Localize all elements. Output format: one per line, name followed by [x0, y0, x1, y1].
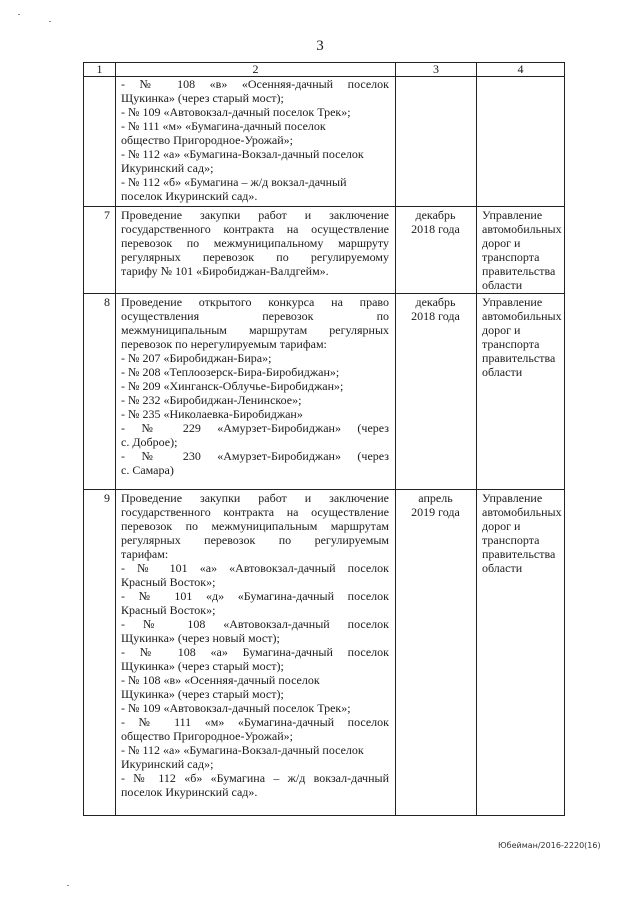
scan-speck	[49, 21, 51, 22]
measure-text-line: перевозок по межмуниципальным маршрутам	[121, 520, 389, 533]
column-divider-3	[476, 62, 477, 816]
route-line: - № 111 «м» «Бумагина-дачный поселок	[121, 716, 389, 729]
column-header-3: 3	[433, 62, 439, 76]
page-number: 3	[316, 38, 324, 54]
executor-text: правительства	[482, 264, 556, 278]
route-line: - № 112 «б» «Бумагина – ж/д вокзал-дачный	[121, 175, 347, 189]
measure-text-line: Проведение открытого конкурса на право	[121, 296, 389, 309]
executor-text: транспорта	[482, 533, 540, 547]
executor-text: Управление	[482, 295, 543, 309]
route-line: - № 108 «в» «Осенняя-дачный поселок	[121, 78, 389, 91]
measure-text-line: межмуниципальным маршрутам регулярных	[121, 324, 389, 337]
measure-text-line: перевозок по нерегулируемым тарифам:	[121, 337, 327, 351]
term-text: 2018 года	[411, 309, 460, 323]
route-line: Щукинка» (через новый мост);	[121, 631, 280, 645]
executor-text: области	[482, 278, 523, 292]
row-divider-8	[83, 293, 565, 294]
measure-text-line: тарифу № 101 «Биробиджан-Валдгейм».	[121, 264, 329, 278]
route-line: Щукинка» (через старый мост);	[121, 659, 284, 673]
measure-text-line: перевозок по межмуниципальному маршруту	[121, 237, 389, 250]
route-line: - № 232 «Биробиджан-Ленинское»;	[121, 393, 302, 407]
term-text: 2019 года	[411, 505, 460, 519]
term-text: апрель	[418, 491, 453, 505]
table-border-left	[83, 62, 84, 816]
term-text: 2018 года	[411, 222, 460, 236]
executor-text: дорог и	[482, 323, 521, 337]
executor-text: области	[482, 365, 523, 379]
route-line: - № 235 «Николаевка-Биробиджан»	[121, 407, 303, 421]
route-line: общество Пригородное-Урожай»;	[121, 133, 294, 147]
route-line: - № 111 «м» «Бумагина-дачный поселок	[121, 119, 326, 133]
term-text: декабрь	[415, 208, 456, 222]
table-border-right	[564, 62, 565, 816]
executor-text: автомобильных	[482, 505, 562, 519]
route-line: - № 101 «д» «Бумагина-дачный поселок	[121, 590, 389, 603]
executor-text: правительства	[482, 351, 556, 365]
document-code: Юбейман/2016-2220(16)	[498, 841, 601, 850]
executor-text: Управление	[482, 208, 543, 222]
route-line: с. Доброе);	[121, 435, 178, 449]
route-line: Икуринский сад»;	[121, 161, 214, 175]
route-line: - № 112 «а» «Бумагина-Вокзал-дачный поселок	[121, 147, 364, 161]
route-line: - № 109 «Автовокзал-дачный поселок Трек»;	[121, 105, 351, 119]
route-line: - № 108 «Автовокзал-дачный поселок	[121, 618, 389, 631]
route-line: Щукинка» (через старый мост);	[121, 687, 284, 701]
column-divider-1	[115, 62, 116, 816]
row-number: 9	[104, 491, 110, 505]
executor-text: автомобильных	[482, 222, 562, 236]
row-number: 8	[104, 295, 110, 309]
measure-text-line: осуществления перевозок по	[121, 310, 389, 323]
route-line: Щукинка» (через старый мост);	[121, 91, 284, 105]
route-line: Икуринский сад»;	[121, 757, 214, 771]
column-header-1: 1	[96, 62, 103, 76]
route-line: - № 208 «Теплоозерск-Бира-Биробиджан»;	[121, 365, 340, 379]
route-line: - № 112 «б» «Бумагина – ж/д вокзал-дачный	[121, 772, 389, 785]
executor-text: дорог и	[482, 519, 521, 533]
route-line: Красный Восток»;	[121, 575, 216, 589]
measure-text-line: регулярных перевозок по регулируемым	[121, 534, 389, 547]
route-line: с. Самара)	[121, 463, 174, 477]
measure-text-line: Проведение закупки работ и заключение	[121, 209, 389, 222]
scan-speck	[67, 885, 69, 886]
measure-text-line: регулярных перевозок по регулируемому	[121, 251, 389, 264]
measure-text-line: тарифам:	[121, 547, 169, 561]
route-line: - № 229 «Амурзет-Биробиджан» (через	[121, 422, 389, 435]
executor-text: дорог и	[482, 236, 521, 250]
route-line: - № 108 «в» «Осенняя-дачный поселок	[121, 673, 320, 687]
route-line: - № 108 «а» Бумагина-дачный поселок	[121, 646, 389, 659]
route-line: поселок Икуринский сад».	[121, 189, 258, 203]
route-line: - № 101 «а» «Автовокзал-дачный поселок	[121, 562, 389, 575]
executor-text: области	[482, 561, 523, 575]
scan-speck	[18, 14, 20, 15]
executor-text: автомобильных	[482, 309, 562, 323]
executor-text: транспорта	[482, 337, 540, 351]
column-header-2: 2	[252, 62, 259, 76]
executor-text: правительства	[482, 547, 556, 561]
measure-text-line: Проведение закупки работ и заключение	[121, 492, 389, 505]
table-border-bottom	[83, 815, 565, 816]
route-line: - № 230 «Амурзет-Биробиджан» (через	[121, 450, 389, 463]
route-line: Красный Восток»;	[121, 603, 216, 617]
row-divider-9	[83, 489, 565, 490]
column-header-4: 4	[517, 62, 524, 76]
term-text: декабрь	[415, 295, 456, 309]
route-line: - № 207 «Биробиджан-Бира»;	[121, 351, 272, 365]
row-divider-7	[83, 206, 565, 207]
route-line: - № 109 «Автовокзал-дачный поселок Трек»;	[121, 701, 351, 715]
row-number: 7	[104, 208, 110, 222]
route-line: - № 209 «Хинганск-Облучье-Биробиджан»;	[121, 379, 344, 393]
route-line: общество Пригородное-Урожай»;	[121, 729, 294, 743]
executor-text: транспорта	[482, 250, 540, 264]
plan-table	[83, 62, 565, 816]
executor-text: Управление	[482, 491, 543, 505]
header-row-divider	[83, 76, 565, 77]
route-line: - № 112 «а» «Бумагина-Вокзал-дачный поселок	[121, 743, 364, 757]
measure-text-line: государственного контракта на осуществление	[121, 223, 389, 236]
measure-text-line: государственного контракта на осуществление	[121, 506, 389, 519]
column-divider-2	[395, 62, 396, 816]
route-line: поселок Икуринский сад».	[121, 785, 258, 799]
